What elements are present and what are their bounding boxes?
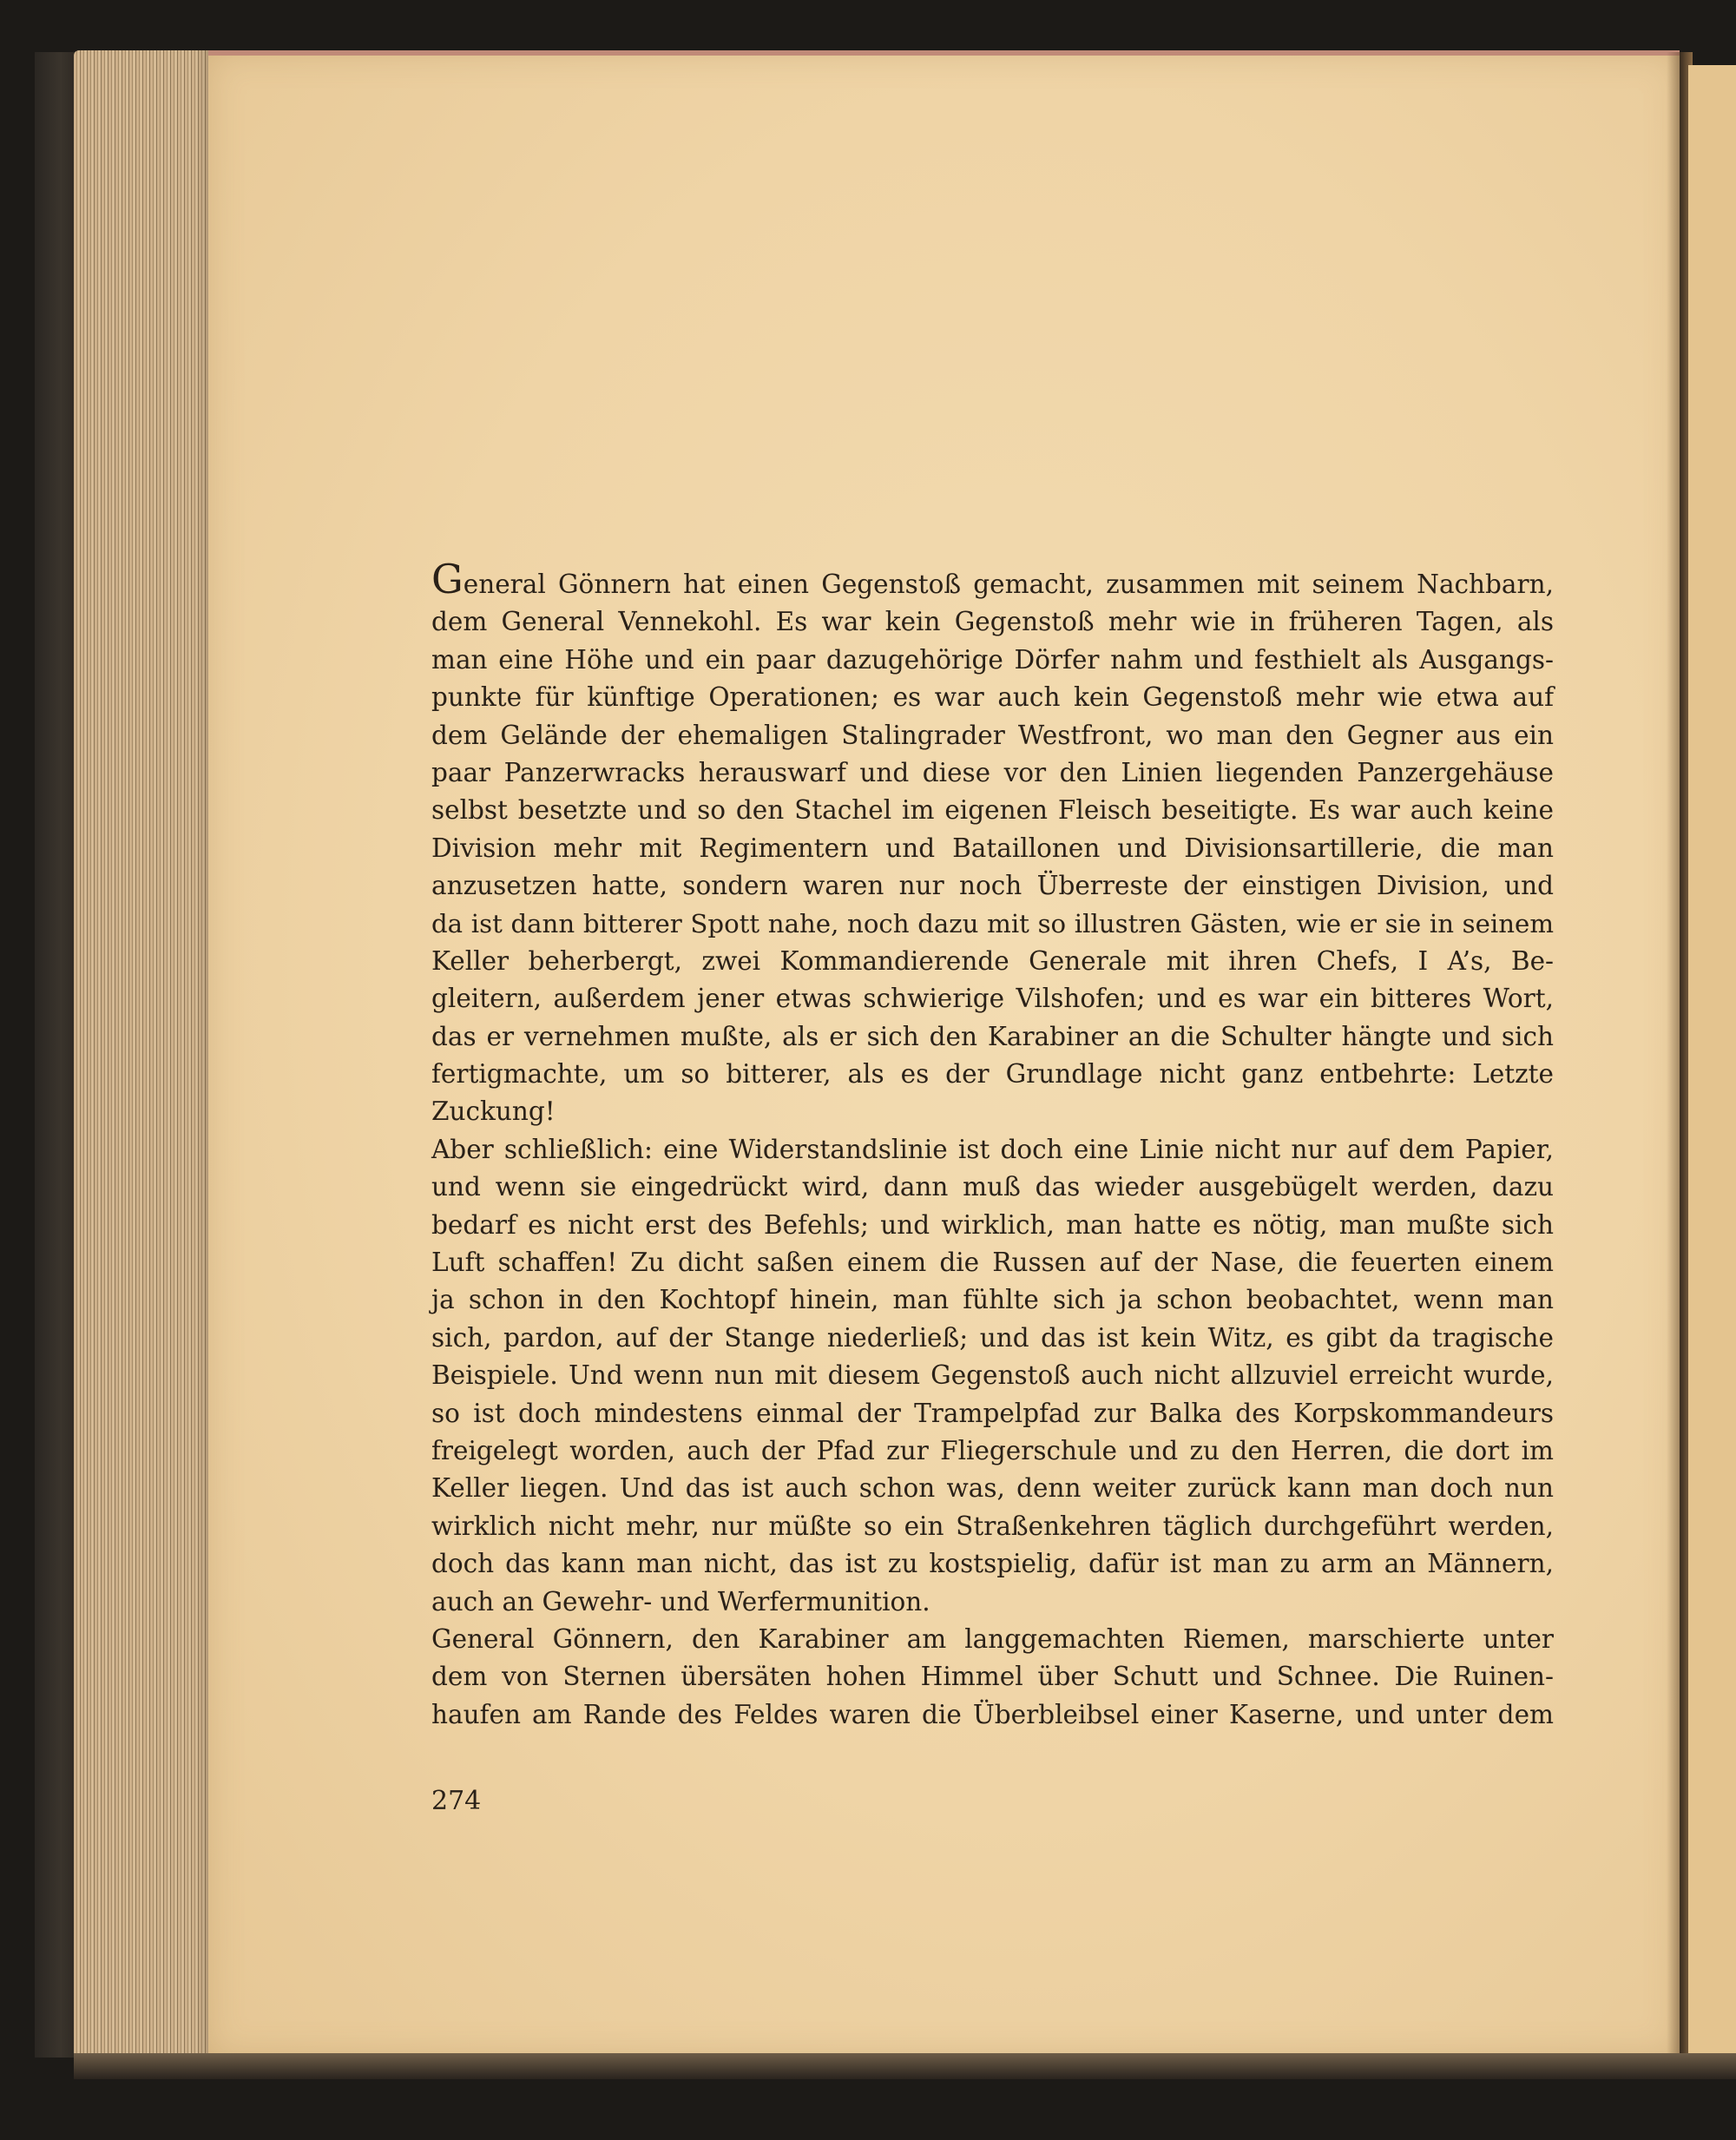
text-line: dem General Vennekohl. Es war kein Gegenstoß mehr wie in früheren Tagen, als: [431, 607, 1554, 637]
text-line: und wenn sie eingedrückt wird, dann muß das wieder ausgebügelt werden, dazu: [431, 1172, 1554, 1202]
text-line: das er vernehmen mußte, als er sich den Karabiner an die Schulter hängte und sich: [431, 1021, 1554, 1051]
text-line: Zuckung!: [431, 1096, 556, 1127]
page-top-edge: [208, 50, 1680, 56]
text-line: so ist doch mindestens einmal der Trampelpfad zur Balka des Korpskommandeurs: [431, 1398, 1554, 1428]
text-line: Division mehr mit Regimentern und Bataillonen und Divisionsartillerie, die man: [431, 833, 1554, 863]
book-bottom-edge: [74, 2053, 1736, 2079]
text-line: anzusetzen hatte, sondern waren nur noch Überreste der einstigen Division, und: [431, 871, 1554, 901]
page-number: 274: [431, 1786, 482, 1816]
text-line: fertigmachte, um so bitterer, als es der Grundlage nicht ganz entbehrte: Letzte: [431, 1059, 1554, 1090]
facing-page: [1688, 65, 1736, 2053]
text-line: Luft schaffen! Zu dicht saßen einem die Russen auf der Nase, die feuerten einem: [431, 1248, 1554, 1278]
text-line: sich, pardon, auf der Stange niederließ; und das ist kein Witz, es gibt da tragische: [431, 1322, 1554, 1353]
text-line: dem Gelände der ehemaligen Stalingrader Westfront, wo man den Gegner aus ein: [431, 720, 1554, 750]
text-line: doch das kann man nicht, das ist zu kostspielig, dafür ist man zu arm an Männern,: [431, 1549, 1554, 1579]
body-text: [431, 556, 1554, 1734]
text-line: auch an Gewehr- und Werfermunition.: [431, 1586, 930, 1617]
text-line: Beispiele. Und wenn nun mit diesem Gegenstoß auch nicht allzuviel erreicht wurde,: [431, 1360, 1554, 1391]
initial-letter: G: [431, 556, 464, 602]
text-line: Keller beherbergt, zwei Kommandierende Generale mit ihren Chefs, I A’s, Be-: [431, 945, 1554, 976]
text-line: da ist dann bitterer Spott nahe, noch dazu mit so illustren Gästen, wie er sie in seinem: [431, 908, 1554, 938]
text-line: gleitern, außerdem jener etwas schwierige Vilshofen; und es war ein bitteres Wort,: [431, 984, 1554, 1014]
text-line: bedarf es nicht erst des Befehls; und wirklich, man hatte es nötig, man mußte sich: [431, 1209, 1554, 1240]
text-line: paar Panzerwracks herauswarf und diese vor den Linien liegenden Panzergehäuse: [431, 757, 1554, 787]
text-line: dem von Sternen übersäten hohen Himmel über Schutt und Schnee. Die Ruinen-: [431, 1662, 1554, 1692]
text-line: freigelegt worden, auch der Pfad zur Fliegerschule und zu den Herren, die dort im: [431, 1435, 1554, 1465]
text-line: Aber schließlich: eine Widerstandslinie ist doch eine Linie nicht nur auf dem Papier,: [431, 1134, 1554, 1164]
text-line: selbst besetzte und so den Stachel im eigenen Fleisch beseitigte. Es war auch keine: [431, 795, 1554, 826]
text-line: General Gönnern, den Karabiner am langgemachten Riemen, marschierte unter: [431, 1623, 1554, 1654]
text-line: wirklich nicht mehr, nur müßte so ein Straßenkehren täglich durchgeführt werden,: [431, 1511, 1554, 1541]
text-line: ja schon in den Kochtopf hinein, man fühlte sich ja schon beobachtet, wenn man: [431, 1285, 1554, 1315]
text-line: haufen am Rande des Feldes waren die Überbleibsel einer Kaserne, und unter dem: [431, 1699, 1554, 1729]
text-line: man eine Höhe und ein paar dazugehörige Dörfer nahm und festhielt als Ausgangs-: [431, 644, 1554, 675]
text-line: Keller liegen. Und das ist auch schon was, denn weiter zurück kann man doch nun: [431, 1473, 1554, 1504]
text-line: General Gönnern hat einen Gegenstoß gemacht, zusammen mit seinem Nachbarn,: [431, 556, 1554, 602]
page-edges: [74, 50, 213, 2064]
text-line: punkte für künftige Operationen; es war auch kein Gegenstoß mehr wie etwa auf: [431, 682, 1554, 713]
